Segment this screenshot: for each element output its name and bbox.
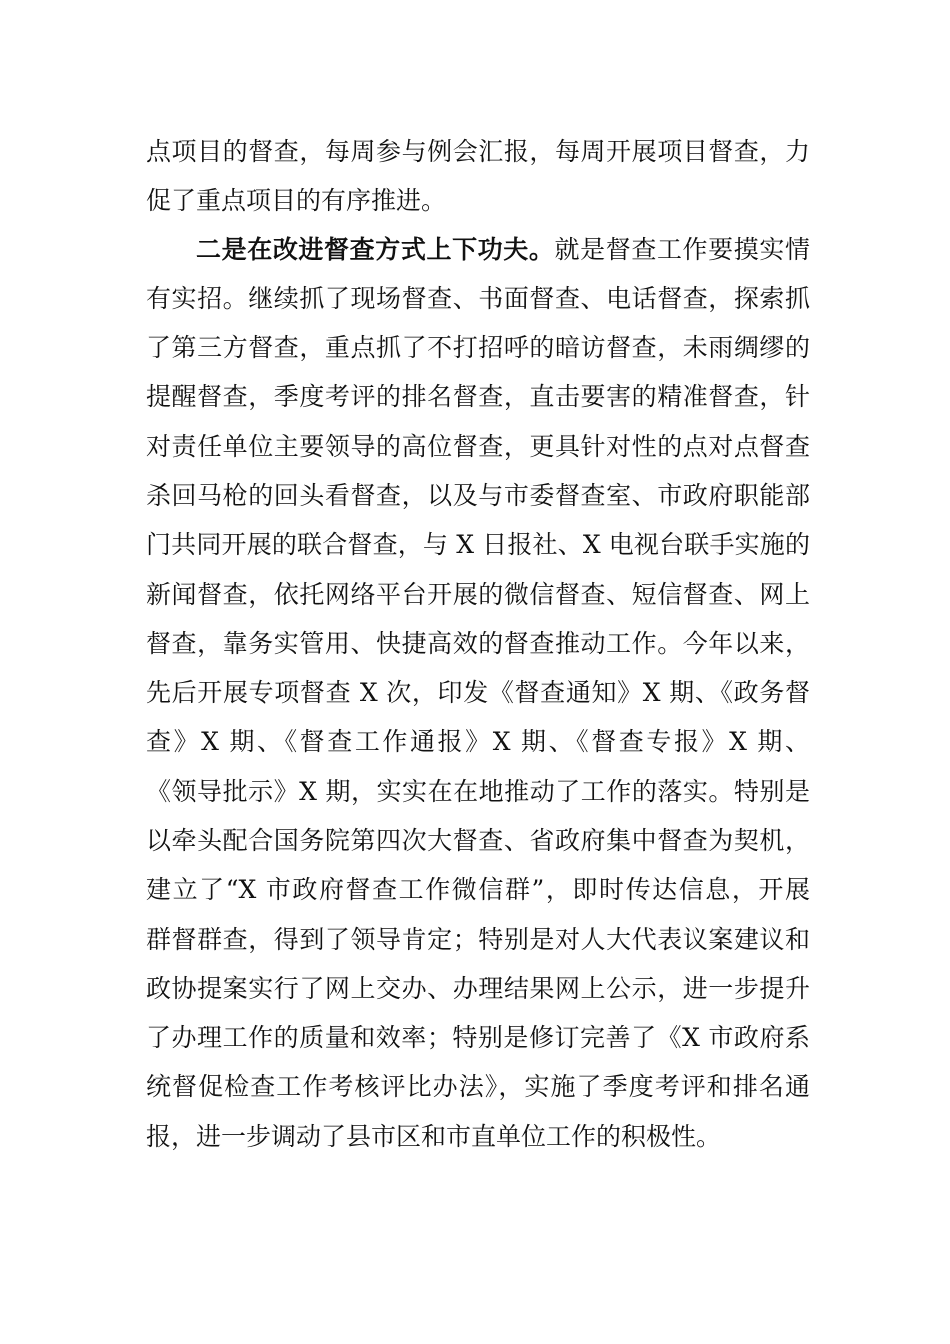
paragraph-2-first-line-text: 就是督查工作要摸实情 [554, 235, 810, 264]
paragraph-2-line: 有实招。继续抓了现场督查、书面督查、电话督查，探索抓 [146, 284, 810, 313]
paragraph-2-last-line: 报，进一步调动了县市区和市直单位工作的积极性。 [146, 1122, 722, 1151]
paragraph-1-line-1: 点项目的督查，每周参与例会汇报，每周开展项目督查，力 [146, 137, 810, 166]
paragraph-2-line: 杀回马枪的回头看督查，以及与市委督查室、市政府职能部 [146, 481, 810, 510]
paragraph-2-line: 建立了“X 市政府督查工作微信群”，即时传达信息，开展 [146, 875, 810, 904]
paragraph-2-line: 以牵头配合国务院第四次大督查、省政府集中督查为契机， [146, 826, 810, 855]
paragraph-2-line: 对责任单位主要领导的高位督查，更具针对性的点对点督查 [146, 432, 810, 461]
paragraph-2-heading: 二是在改进督查方式上下功夫。 [196, 235, 555, 264]
paragraph-2-first-line [196, 230, 810, 270]
paragraph-2-line: 先后开展专项督查 X 次，印发《督查通知》X 期、《政务督 [146, 678, 810, 707]
paragraph-2-line: 统督促检查工作考核评比办法》，实施了季度考评和排名通 [146, 1072, 810, 1101]
paragraph-2-line: 《领导批示》X 期，实实在在地推动了工作的落实。特别是 [146, 777, 810, 806]
paragraph-2-line: 了第三方督查，重点抓了不打招呼的暗访督查，未雨绸缪的 [146, 333, 810, 362]
paragraph-2-line: 了办理工作的质量和效率；特别是修订完善了《X 市政府系 [146, 1023, 810, 1052]
paragraph-2-line: 查》X 期、《督查工作通报》X 期、《督查专报》X 期、 [146, 727, 810, 756]
paragraph-2-line: 政协提案实行了网上交办、办理结果网上公示，进一步提升 [146, 974, 810, 1003]
paragraph-2-line: 督查，靠务实管用、快捷高效的督查推动工作。今年以来， [146, 629, 810, 658]
paragraph-2-line: 群督群查，得到了领导肯定；特别是对人大代表议案建议和 [146, 925, 810, 954]
paragraph-2-line: 门共同开展的联合督查，与 X 日报社、X 电视台联手实施的 [146, 530, 810, 559]
paragraph-1-line-2: 促了重点项目的有序推进。 [146, 186, 447, 215]
paragraph-2-line: 新闻督查，依托网络平台开展的微信督查、短信督查、网上 [146, 580, 810, 609]
paragraph-2-line: 提醒督查，季度考评的排名督查，直击要害的精准督查，针 [146, 382, 810, 411]
